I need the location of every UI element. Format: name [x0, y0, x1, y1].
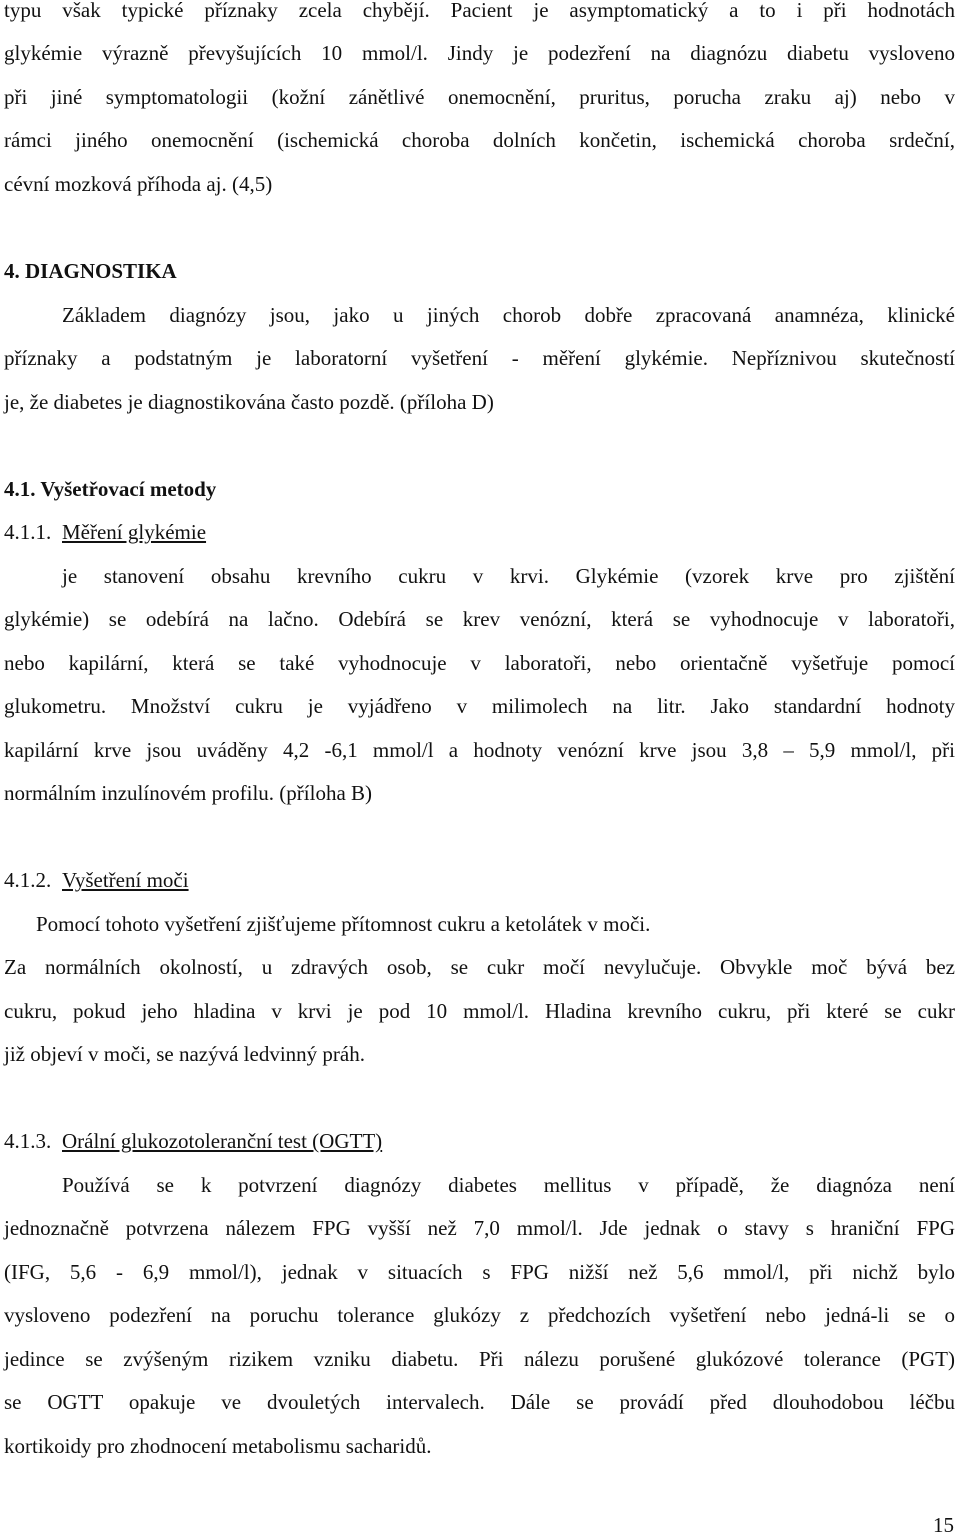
text-line: příznaky a podstatným je laboratorní vyšetření - měření glykémie. Nepříznivou skutečností	[4, 346, 955, 370]
text-line: kortikoidy pro zhodnocení metabolismu sacharidů.	[4, 1434, 432, 1458]
text-line: kapilární krve jsou uváděny 4,2 -6,1 mmol/l a hodnoty venózní krve jsou 3,8 – 5,9 mmol/l, při	[4, 738, 955, 762]
text-line: cévní mozková příhoda aj. (4,5)	[4, 172, 273, 196]
text-line: Za normálních okolností, u zdravých osob, se cukr močí nevylučuje. Obvykle moč bývá bez	[4, 955, 955, 979]
text-line: (IFG, 5,6 - 6,9 mmol/l), jednak v situacích s FPG nižší než 5,6 mmol/l, při nichž bylo	[4, 1260, 955, 1284]
heading-title: Vyšetření moči	[62, 868, 189, 892]
heading-number: 4.1.2.	[4, 868, 52, 892]
text-line: glukometru. Množství cukru je vyjádřeno v milimolech na litr. Jako standardní hodnoty	[4, 694, 955, 718]
text-line: cukru, pokud jeho hladina v krvi je pod 10 mmol/l. Hladina krevního cukru, při které se cukr	[4, 999, 955, 1023]
text-line: glykémie) se odebírá na lačno. Odebírá se krev venózní, která se vyhodnocuje v laboratoři,	[4, 607, 955, 631]
text-line: Základem diagnózy jsou, jako u jiných chorob dobře zpracovaná anamnéza, klinické	[62, 303, 955, 327]
heading-number: 4.1.3.	[4, 1129, 52, 1153]
text-line: je stanovení obsahu krevního cukru v krvi. Glykémie (vzorek krve pro zjištění	[62, 564, 955, 588]
text-line: při jiné symptomatologii (kožní zánětlivé onemocnění, pruritus, porucha zraku aj) nebo v	[4, 85, 955, 109]
text-line: Pomocí tohoto vyšetření zjišťujeme přítomnost cukru a ketolátek v moči.	[36, 912, 651, 936]
text-line: je, že diabetes je diagnostikována často pozdě. (příloha D)	[4, 390, 494, 414]
text-line: vysloveno podezření na poruchu tolerance glukózy z předchozích vyšetření nebo jedná-li se o	[4, 1303, 955, 1327]
heading-title: Měření glykémie	[62, 520, 207, 544]
heading-title: Orální glukozotoleranční test (OGTT)	[62, 1129, 383, 1153]
text-line: se OGTT opakuje ve dvouletých intervalech. Dále se provádí před dlouhodobou léčbu	[4, 1390, 955, 1414]
text-line: jednoznačně potvrzena nálezem FPG vyšší než 7,0 mmol/l. Jde jednak o stavy s hraniční FPG	[4, 1216, 955, 1240]
text-line: nebo kapilární, která se také vyhodnocuje v laboratoři, nebo orientačně vyšetřuje pomocí	[4, 651, 955, 675]
heading-number: 4.1.1.	[4, 520, 52, 544]
page-number: 15	[933, 1513, 954, 1537]
text-line: normálním inzulínovém profilu. (příloha B)	[4, 781, 373, 805]
section-heading: 4. DIAGNOSTIKA	[4, 259, 177, 283]
subsubsection-heading	[4, 519, 955, 545]
subsubsection-heading	[4, 1128, 955, 1154]
text-line: rámci jiného onemocnění (ischemická choroba dolních končetin, ischemická choroba srdeční,	[4, 128, 955, 152]
text-line: Používá se k potvrzení diagnózy diabetes mellitus v případě, že diagnóza není	[62, 1173, 955, 1197]
subsection-heading: 4.1. Vyšetřovací metody	[4, 477, 217, 501]
text-line: typu však typické příznaky zcela chybějí. Pacient je asymptomatický a to i při hodnotách	[4, 0, 955, 22]
text-line: již objeví v moči, se nazývá ledvinný práh.	[4, 1042, 365, 1066]
text-line: glykémie výrazně převyšujících 10 mmol/l. Jindy je podezření na diagnózu diabetu vysloveno	[4, 41, 955, 65]
subsubsection-heading	[4, 867, 955, 893]
text-line: jedince se zvýšeným rizikem vzniku diabetu. Při nálezu porušené glukózové tolerance (PGT)	[4, 1347, 955, 1371]
